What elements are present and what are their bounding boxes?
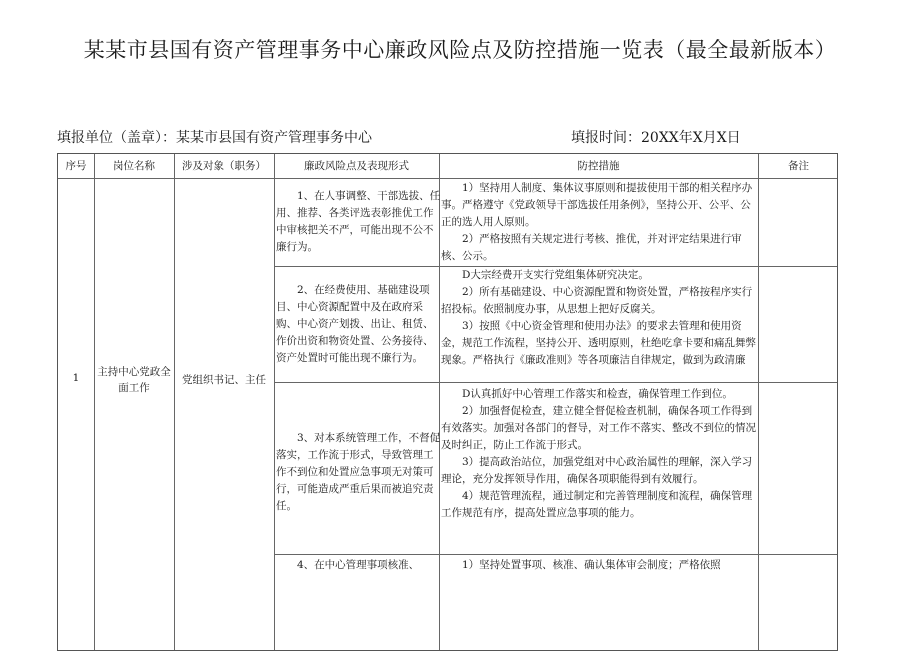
measure-item: D认真抓好中心管理工作落实和检查，确保管理工作到位。 — [462, 388, 733, 400]
header-measures: 防控措施 — [577, 160, 620, 172]
measure-item: 3）按照《中心资金管理和使用办法》的要求去管理和使用资金，规范工作流程，坚持公开、透明原则，杜绝吃拿卡要和痛乱舞弊现象。严格执行《廉政准则》等各项廉洁自律规定，做到为政清廉 — [441, 320, 756, 366]
measure-item: 2）严格按照有关规定进行考核、推优，并对评定结果进行审核、公示。 — [441, 233, 742, 262]
column-divider — [758, 154, 759, 650]
column-divider — [94, 154, 95, 650]
role-name: 党组织书记、主任 — [182, 374, 266, 386]
header-risk: 廉政风险点及表现形式 — [304, 160, 409, 172]
risk-cell: 4、在中心管理事项核准、 — [297, 559, 420, 571]
page-title: 某某市县国有资产管理事务中心廉政风险点及防控措施一览表（最全最新版本） — [83, 38, 837, 62]
measures-cell — [441, 386, 758, 522]
filing-date: 填报时间：20XX年X月X日 — [571, 130, 741, 146]
risk-table — [57, 153, 838, 651]
measures-cell — [441, 267, 758, 369]
row-divider — [274, 554, 838, 555]
header-note: 备注 — [788, 160, 809, 172]
header-seq: 序号 — [65, 160, 87, 172]
post-name: 主持中心党政全面工作 — [97, 366, 171, 394]
row-divider — [274, 382, 838, 383]
header-divider — [58, 178, 838, 179]
measure-item: 2）加强督促检查，建立健全督促检查机制，确保各项工作得到有效落实。加强对各部门的督导，对工作不落实、整改不到位的情况及时纠正，防止工作流于形式。 — [441, 405, 756, 451]
measure-item: D大宗经费开支实行党组集体研究决定。 — [462, 269, 649, 281]
header-post: 岗位名称 — [113, 160, 155, 172]
measures-cell — [441, 557, 758, 574]
column-divider — [274, 154, 275, 650]
risk-cell: 1、在人事调整、干部选拔、任用、推荐、各类评选表彰推优工作中审核把关不严，可能出现不公不廉行为。 — [276, 190, 441, 253]
row-seq: 1 — [72, 372, 80, 384]
filing-unit: 填报单位（盖章）：某某市县国有资产管理事务中心 — [57, 130, 372, 146]
risk-cell: 3、对本系统管理工作，不督促落实，工作流于形式，导致管理工作不到位和处置应急事项无对策可行，可能造成严重后果而被追究责任。 — [276, 432, 441, 512]
header-role: 涉及对象（职务） — [182, 160, 266, 172]
measure-item: 2）所有基础建设、中心资源配置和物资处置，严格按程序实行招投标。依照制度办事，从思想上把好反腐关。 — [441, 286, 753, 315]
column-divider — [174, 154, 175, 650]
measure-item: 3）提高政治站位，加强党组对中心政治属性的理解，深入学习理论，充分发挥领导作用，确保各项职能得到有效履行。 — [441, 456, 753, 485]
measure-item: 1）坚持处置事项、核准、确认集体审会制度；严格依照 — [462, 559, 721, 571]
measures-cell — [441, 180, 758, 265]
risk-cell: 2、在经费使用、基础建设项目、中心资源配置中及在政府采购、中心资产划拨、出让、租赁、作价出资和物资处置、公务接待、资产处置时可能出现不廉行为。 — [276, 284, 434, 364]
measure-item: 4）规范管理流程，通过制定和完善管理制度和流程，确保管理工作规范有序，提高处置应急事项的能力。 — [441, 490, 753, 519]
measure-item: 1）坚持用人制度、集体议事原则和提拔使用干部的相关程序办事。严格遵守《党政领导干部选拔任用条例》，坚持公开、公平、公正的选人用人原则。 — [441, 182, 753, 228]
